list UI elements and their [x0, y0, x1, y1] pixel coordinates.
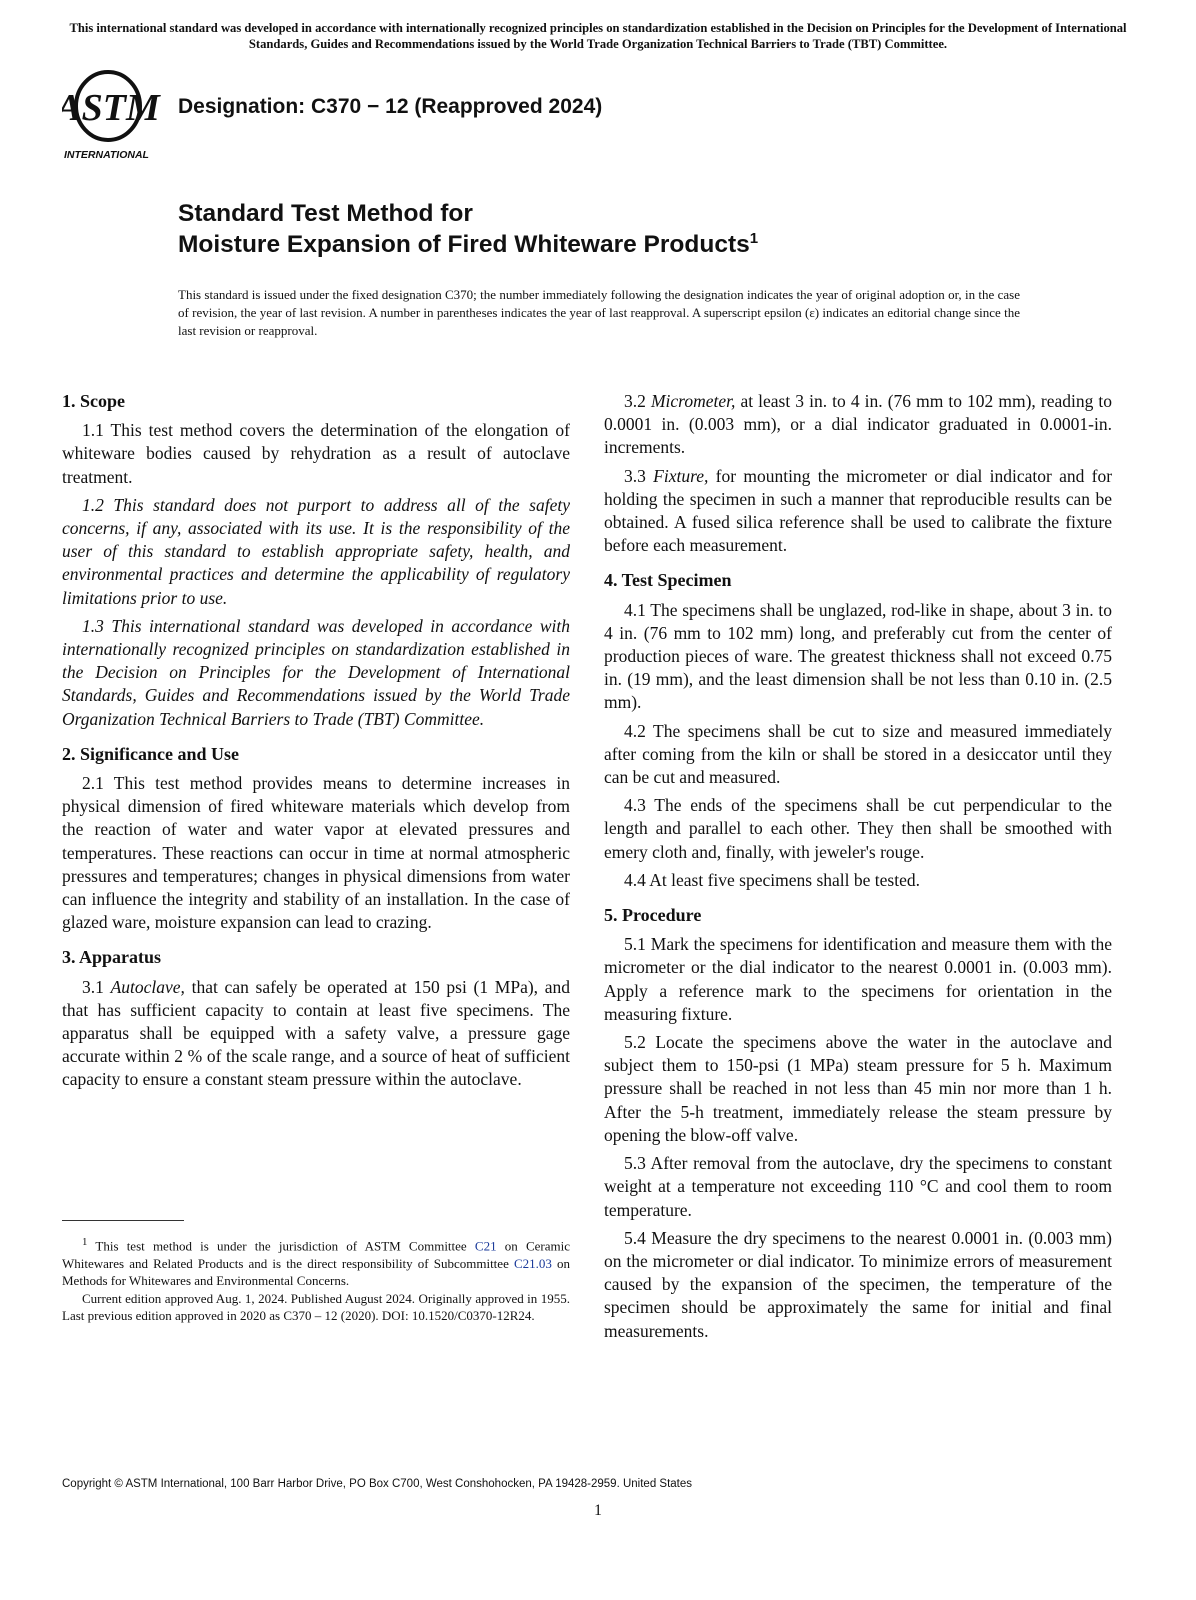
- paragraph-4-2: 4.2 The specimens shall be cut to size and measured immediately after coming from the kiln or shall be stored in a desiccator until they can be cut and measured.: [604, 720, 1112, 788]
- paragraph-4-1: 4.1 The specimens shall be unglazed, rod-like in shape, about 3 in. to 4 in. (76 mm to 102 mm) long, and preferably cut from the center of production pieces of ware. The greatest thickness shall not exceed 0.75 in. (19 mm), and the least dimension shall be not less than 0.10 in. (2.5 mm).: [604, 599, 1112, 713]
- committee-link[interactable]: C21: [474, 1238, 497, 1254]
- logo-letters: ASTM: [62, 87, 160, 129]
- footnote: [62, 1234, 570, 1325]
- issued-note: This standard is issued under the fixed designation C370; the number immediately following the designation indicates the year of original adoption or, in the case of revision, the year of last revision. A number in parentheses indicates the year of last reapproval. A superscript epsilon (ε) indicates an editorial change since the last revision or reapproval.: [178, 287, 1020, 338]
- section-heading-specimen: 4. Test Specimen: [604, 570, 732, 591]
- section-heading-apparatus: 3. Apparatus: [62, 947, 162, 968]
- document-title: [178, 198, 758, 260]
- subcommittee-link[interactable]: C21.03: [513, 1255, 552, 1271]
- section-heading-significance: 2. Significance and Use: [62, 743, 240, 764]
- copyright-line: Copyright © ASTM International, 100 Barr Harbor Drive, PO Box C700, West Conshohocken, PA 19428-2959. United States: [62, 1478, 693, 1490]
- paragraph-3-1: 3.1 Autoclave, that can safely be operated at 150 psi (1 MPa), and that has sufficient capacity to contain at least five specimens. The apparatus shall be equipped with a safety valve, a pressure gage accurate within 2 % of the scale range, and a source of heat of sufficient capacity to ensure a constant steam pressure within the autoclave.: [62, 976, 571, 1090]
- paragraph-1-2: 1.2 This standard does not purport to address all of the safety concerns, if any, associated with its use. It is the responsibility of the user of this standard to establish appropriate safety, health, and environmental practices and determine the applicability of regulatory limitations prior to use.: [62, 494, 570, 608]
- paragraph-3-3: 3.3 Fixture, for mounting the micrometer or dial indicator and for holding the specimen in such a manner that reproducible results can be obtained. A fused silica reference shall be used to calibrate the fixture before each measurement.: [604, 465, 1113, 556]
- designation: Designation: C370 − 12 (Reapproved 2024): [178, 95, 603, 118]
- title-footnote-mark[interactable]: 1: [749, 229, 759, 247]
- paragraph-5-4: 5.4 Measure the dry specimens to the nearest 0.0001 in. (0.003 mm) on the micrometer or dial indicator. To minimize errors of measurement caused by the expansion of the specimen, the temperature of the specimen should be approximately the same for initial and final measurements.: [604, 1227, 1112, 1341]
- astm-logo: [62, 68, 168, 164]
- title-line-1: Standard Test Method for: [178, 200, 473, 227]
- section-heading-scope: 1. Scope: [62, 391, 125, 411]
- wto-notice: This international standard was developed in accordance with internationally recognized principles on standardization established in the Decision on Principles for the Development of International Standards, Guides and Recommendations issued by the World Trade Organization Technical Barriers to Trade (TBT) Committee.: [69, 21, 1127, 51]
- logo-caption: INTERNATIONAL: [64, 149, 149, 161]
- paragraph-5-2: 5.2 Locate the specimens above the water in the autoclave and subject them to 150-psi (1 MPa) steam pressure for 5 h. Maximum pressure shall be reached in not less than 45 min nor more than 1 h. After the 5-h treatment, immediately release the steam pressure by opening the blow-off valve.: [604, 1032, 1112, 1145]
- right-column: [604, 390, 1112, 1348]
- footnote-divider: [62, 1220, 184, 1221]
- paragraph-5-3: 5.3 After removal from the autoclave, dry the specimens to constant weight at a temperature not exceeding 110 °C and cool them to room temperature.: [604, 1153, 1112, 1220]
- paragraph-1-1: 1.1 This test method covers the determination of the elongation of whiteware bodies caused by rehydration as a result of autoclave treatment.: [62, 420, 570, 487]
- paragraph-5-1: 5.1 Mark the specimens for identification and measure them with the micrometer or the dial indicator to the nearest 0.0001 in. (0.003 mm). Apply a reference mark to the specimens for orientation in the measuring fixture.: [604, 934, 1112, 1024]
- title-line-2: Moisture Expansion of Fired Whiteware Products$^1$: [178, 229, 759, 258]
- paragraph-4-4: 4.4 At least five specimens shall be tested.: [624, 869, 920, 890]
- left-column: [62, 390, 570, 1097]
- paragraph-3-2: 3.2 Micrometer, at least 3 in. to 4 in. (76 mm to 102 mm), reading to 0.0001 in. (0.003 mm), or a dial indicator graduated in 0.0001-in. increments.: [604, 391, 1113, 458]
- paragraph-2-1: 2.1 This test method provides means to determine increases in physical dimension of fired whiteware materials which develop from the reaction of water and water vapor at elevated pressures and temperatures. These reactions can occur in time at normal atmospheric pressures and temperatures; changes in physical dimensions from water can influence the integrity and stability of an installation. In the case of glazed ware, moisture expansion can lead to crazing.: [62, 773, 570, 933]
- section-heading-procedure: 5. Procedure: [604, 905, 702, 926]
- footnote-jurisdiction: $^1$ This test method is under the jurisdiction of ASTM Committee C21 on Ceramic Whitewares and Related Products and is the direct responsibility of Subcommittee C21.03 on Methods for Whitewares and Environmental Concerns.: [62, 1236, 571, 1289]
- paragraph-1-3: 1.3 This international standard was developed in accordance with internationally recognized principles on standardization established in the Decision on Principles for the Development of International Standards, Guides and Recommendations issued by the World Trade Organization Technical Barriers to Trade (TBT) Committee.: [62, 615, 570, 729]
- page-number: 1: [594, 1502, 602, 1519]
- paragraph-4-3: 4.3 The ends of the specimens shall be cut perpendicular to the length and parallel to each other. They then shall be smoothed with emery cloth and, finally, with jeweler's rouge.: [604, 795, 1112, 862]
- footnote-edition: Current edition approved Aug. 1, 2024. Published August 2024. Originally approved in 1955. Last previous edition approved in 2020 as C370 – 12 (2020). DOI: 10.1520/C0370-12R24.: [62, 1290, 570, 1324]
